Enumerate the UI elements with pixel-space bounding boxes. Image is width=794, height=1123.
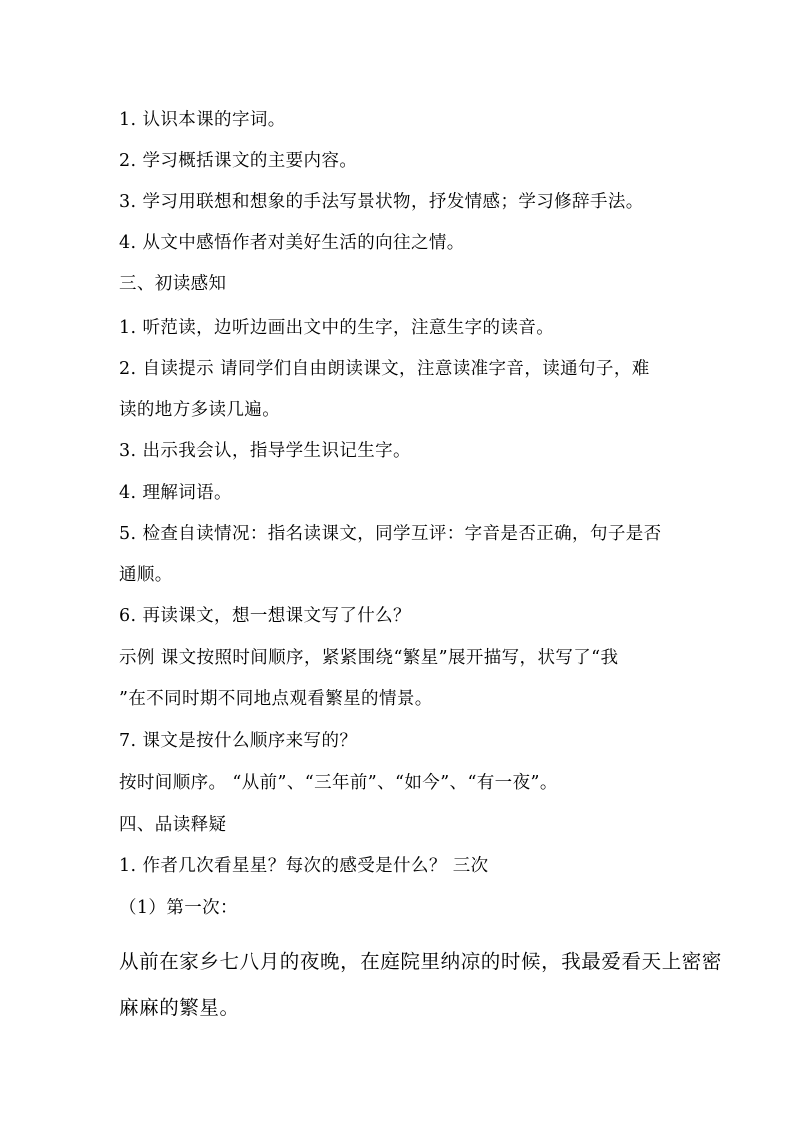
example-answer-continued: ”在不同时期不同地点观看繁星的情景。 bbox=[119, 689, 433, 709]
section-heading-first-reading: 三、初读感知 bbox=[119, 274, 227, 294]
objective-2: 2. 学习概括课文的主要内容。 bbox=[119, 151, 358, 171]
quoted-passage-continued: 麻麻的繁星。 bbox=[119, 996, 240, 1019]
reading-step-5-continued: 通顺。 bbox=[119, 565, 173, 585]
quoted-passage: 从前在家乡七八月的夜晚，在庭院里纳凉的时候，我最爱看天上密密 bbox=[119, 950, 723, 973]
reading-step-7: 7. 课文是按什么顺序来写的？ bbox=[119, 731, 358, 751]
reading-step-1: 1. 听范读，边听边画出文中的生字，注意生字的读音。 bbox=[119, 318, 555, 338]
reading-step-5: 5. 检查自读情况：指名读课文，同学互评：字音是否正确，句子是否 bbox=[119, 524, 662, 544]
question-1: 1. 作者几次看星星？每次的感受是什么？ 三次 bbox=[119, 856, 489, 876]
example-answer: 示例 课文按照时间顺序，紧紧围绕“繁星”展开描写，状写了“我 bbox=[119, 648, 619, 668]
objective-4: 4. 从文中感悟作者对美好生活的向往之情。 bbox=[119, 233, 465, 253]
reading-step-4: 4. 理解词语。 bbox=[119, 483, 232, 503]
sub-item-first-time: （1）第一次： bbox=[119, 898, 238, 918]
reading-step-7-answer: 按时间顺序。 “从前”、“三年前”、“如今”、“有一夜”。 bbox=[119, 773, 558, 793]
objective-1: 1. 认识本课的字词。 bbox=[119, 110, 286, 130]
reading-step-6: 6. 再读课文，想一想课文写了什么？ bbox=[119, 606, 411, 626]
reading-step-2-continued: 读的地方多读几遍。 bbox=[119, 400, 281, 420]
reading-step-2: 2. 自读提示 请同学们自由朗读课文，注意读准字音，读通句子，难 bbox=[119, 359, 650, 379]
section-heading-close-reading: 四、品读释疑 bbox=[119, 815, 227, 835]
objective-3: 3. 学习用联想和想象的手法写景状物，抒发情感；学习修辞手法。 bbox=[119, 192, 644, 212]
reading-step-3: 3. 出示我会认，指导学生识记生字。 bbox=[119, 441, 411, 461]
